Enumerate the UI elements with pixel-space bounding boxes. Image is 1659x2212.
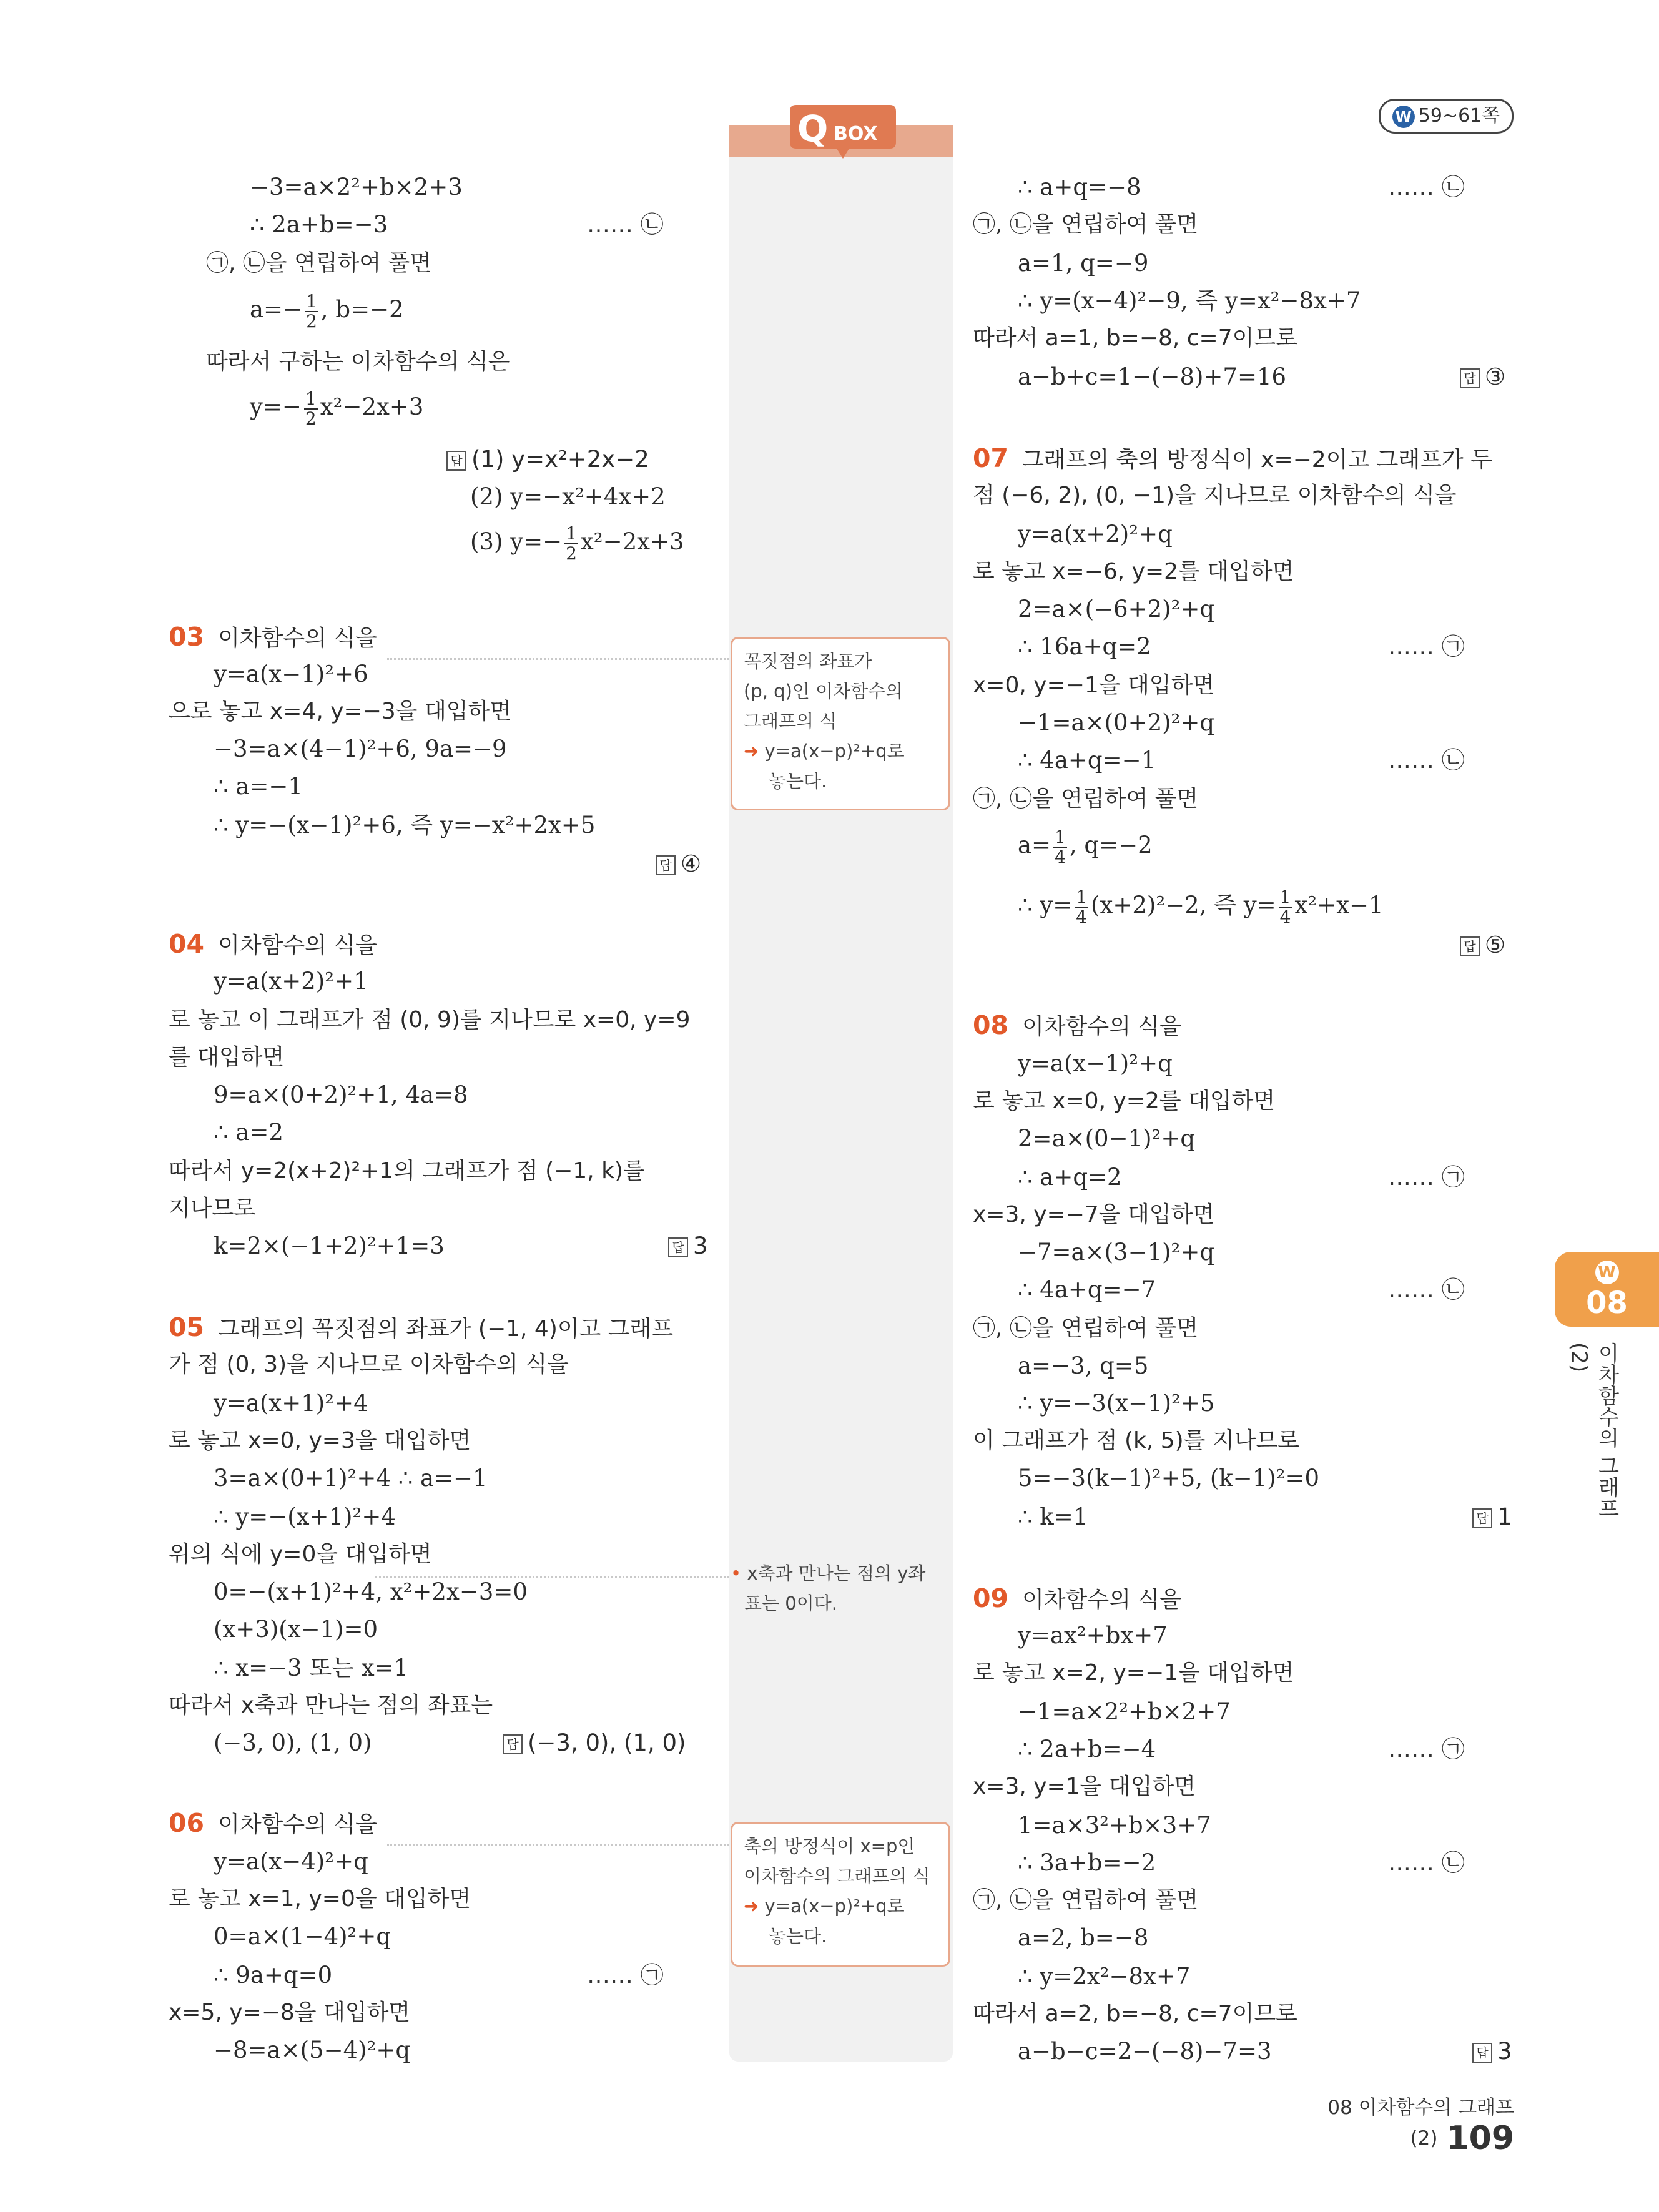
math-line: y=a(x−1)²+q (1018, 1050, 1173, 1077)
text-line: 로 놓고 이 그래프가 점 (0, 9)를 지나므로 x=0, y=9 (169, 1007, 691, 1033)
math-line: a=1, q=−9 (1018, 250, 1149, 277)
answer-box-icon: 답 (656, 855, 676, 875)
problem-number: 07 (973, 443, 1009, 473)
text-line: ㉠, ㉡을 연립하여 풀면 (973, 786, 1199, 812)
note-line: 이차함수의 그래프의 식 (744, 1865, 930, 1887)
note-line: 그래프의 식 (744, 710, 837, 732)
math-line: a−b+c=1−(−8)+7=16 (1018, 363, 1287, 390)
side-note-line: x축과 만나는 점의 y좌 (747, 1563, 926, 1584)
arrow-icon: ➜ (744, 740, 759, 762)
chapter-side-title: 이차함수의 그래프 (2) (1567, 1342, 1619, 1519)
w-badge-icon: W (1595, 1261, 1619, 1284)
math-line: ∴ a=2 (214, 1119, 283, 1146)
hint-note-vertex (731, 637, 950, 810)
chapter-number: 08 (1586, 1285, 1628, 1320)
math-line: (x+3)(x−1)=0 (214, 1616, 378, 1643)
text-line: x=3, y=1을 대입하면 (973, 1774, 1196, 1799)
math-line: y=a(x+2)²+q (1018, 521, 1173, 548)
math-line: −8=a×(5−4)²+q (214, 2037, 411, 2063)
text-line: 로 놓고 x=1, y=0을 대입하면 (169, 1886, 471, 1912)
math-line: ∴ 4a+q=−7 (1018, 1276, 1156, 1303)
note-line: (p, q)인 이차함수의 (744, 681, 903, 702)
answer-08: 답 1 (1472, 1498, 1512, 1536)
answer-line-fraction: (3) y=− $\frac{1}{2}$ x²−2x+3 (470, 523, 684, 564)
math-line-fraction: a=− $\frac{1}{2}$ , b=−2 (250, 290, 404, 332)
math-line-fraction: a= $\frac{1}{4}$ , q=−2 (1018, 826, 1153, 867)
math-line: y=ax²+bx+7 (1018, 1622, 1168, 1649)
text-line: 점 (−6, 2), (0, −1)을 지나므로 이차함수의 식을 (973, 483, 1457, 508)
math-line-fraction: ∴ y= $\frac{1}{4}$ (x+2)²−2, 즉 y= $\frac{1}{4}$ x²+x−1 (1018, 886, 1384, 927)
math-line: y=a(x−1)²+6 (214, 661, 368, 687)
text-line: 따라서 y=2(x+2)²+1의 그래프가 점 (−1, k)를 (169, 1158, 645, 1184)
equation-mark: …… ㉠ (1388, 1736, 1465, 1762)
q-letter: Q (797, 107, 829, 150)
text-line: 로 놓고 x=2, y=−1을 대입하면 (973, 1660, 1294, 1686)
text-line: ㉠, ㉡을 연립하여 풀면 (206, 250, 432, 276)
text-line: 를 대입하면 (169, 1045, 285, 1070)
math-line: 5=−3(k−1)²+5, (k−1)²=0 (1018, 1465, 1320, 1492)
text-line: 로 놓고 x=0, y=2를 대입하면 (973, 1088, 1276, 1114)
hint-note-axis (731, 1822, 950, 1967)
math-line: ∴ y=−(x−1)²+6, 즉 y=−x²+2x+5 (214, 812, 596, 838)
problem-03-header: 03 이차함수의 식을 (169, 622, 377, 652)
answer-box-icon: 답 (503, 1734, 523, 1754)
box-word: BOX (834, 123, 878, 145)
math-line: a−b−c=2−(−8)−7=3 (1018, 2038, 1272, 2065)
problem-number: 09 (973, 1583, 1009, 1613)
hint-side-note: • x축과 만나는 점의 y좌 표는 0이다. (731, 1558, 950, 1618)
note-line: 꼭짓점의 좌표가 (744, 651, 872, 672)
text-line: ㉠, ㉡을 연립하여 풀면 (973, 1887, 1199, 1913)
answer-09: 답 3 (1472, 2033, 1512, 2070)
answer-04: 답 3 (668, 1227, 708, 1265)
answer-05: 답 (−3, 0), (1, 0) (503, 1724, 686, 1762)
math-line: ∴ y=−(x+1)²+4 (214, 1503, 396, 1530)
math-line: 0=a×(1−4)²+q (214, 1923, 391, 1950)
math-line: 0=−(x+1)²+4, x²+2x−3=0 (214, 1578, 528, 1605)
math-line: a=2, b=−8 (1018, 1924, 1149, 1951)
problem-number: 06 (169, 1808, 205, 1838)
text-line: 따라서 a=2, b=−8, c=7이므로 (973, 2001, 1297, 2027)
answer-box-icon: 답 (1472, 2043, 1492, 2063)
math-line: ∴ a=−1 (214, 773, 303, 800)
page-footer (1233, 2092, 1514, 2157)
math-line: −1=a×(0+2)²+q (1018, 709, 1215, 736)
problem-number: 05 (169, 1312, 205, 1342)
equation-mark: …… ㉡ (1388, 1276, 1465, 1303)
math-line: ∴ y=(x−4)²−9, 즉 y=x²−8x+7 (1018, 287, 1361, 314)
math-line: k=2×(−1+2)²+1=3 (214, 1232, 445, 1259)
equation-mark: …… ㉠ (1388, 1164, 1465, 1191)
note-line: 놓는다. (769, 1925, 827, 1947)
text-line: x=0, y=−1을 대입하면 (973, 672, 1215, 698)
footer-chapter: 08 이차함수의 그래프 (2) (1327, 2096, 1514, 2150)
w-badge-icon: W (1392, 106, 1415, 128)
math-line: ∴ a+q=−8 (1018, 174, 1141, 200)
problem-08-header: 08 이차함수의 식을 (973, 1010, 1181, 1040)
text-line: 이 그래프가 점 (k, 5)를 지나므로 (973, 1428, 1300, 1453)
math-line: ∴ x=−3 또는 x=1 (214, 1654, 409, 1681)
math-line: 2=a×(−6+2)²+q (1018, 596, 1215, 622)
text-line: 로 놓고 x=−6, y=2를 대입하면 (973, 559, 1294, 584)
math-line: ∴ 9a+q=0 (214, 1962, 333, 1988)
answer-06: 답 ③ (1460, 358, 1505, 396)
page-number: 109 (1446, 2120, 1514, 2157)
math-line: −1=a×2²+b×2+7 (1018, 1698, 1231, 1725)
text-line: 가 점 (0, 3)을 지나므로 이차함수의 식을 (169, 1352, 569, 1377)
problem-04-header: 04 이차함수의 식을 (169, 929, 377, 959)
text-line: x=5, y=−8을 대입하면 (169, 2000, 411, 2025)
answer-box-icon: 답 (446, 451, 466, 471)
problem-05-header: 05 그래프의 꼭짓점의 좌표가 (−1, 4)이고 그래프 (169, 1312, 674, 1342)
equation-mark: …… ㉡ (1388, 1849, 1465, 1876)
equation-mark: …… ㉡ (587, 211, 664, 238)
text-line: 로 놓고 x=0, y=3을 대입하면 (169, 1428, 471, 1453)
math-line: ∴ 2a+b=−4 (1018, 1736, 1156, 1762)
math-line: ∴ y=−3(x−1)²+5 (1018, 1390, 1215, 1417)
text-line: 으로 놓고 x=4, y=−3을 대입하면 (169, 699, 512, 724)
math-line: 9=a×(0+2)²+1, 4a=8 (214, 1081, 468, 1108)
text-line: 따라서 구하는 이차함수의 식은 (206, 349, 510, 375)
math-line: y=a(x+2)²+1 (214, 968, 368, 995)
text-line: 지나므로 (169, 1196, 256, 1221)
math-line: ∴ 3a+b=−2 (1018, 1849, 1156, 1876)
answer-box-icon: 답 (1472, 1508, 1492, 1528)
text-line: 따라서 x축과 만나는 점의 좌표는 (169, 1693, 493, 1718)
text-line: 따라서 a=1, b=−8, c=7이므로 (973, 325, 1297, 351)
math-line: 3=a×(0+1)²+4 ∴ a=−1 (214, 1465, 488, 1492)
chapter-side-tab (1555, 1252, 1659, 1327)
equation-mark: …… ㉡ (1388, 747, 1465, 774)
math-line: −3=a×2²+b×2+3 (250, 174, 463, 200)
problem-09-header: 09 이차함수의 식을 (973, 1583, 1181, 1613)
problem-number: 04 (169, 929, 205, 959)
math-line: −3=a×(4−1)²+6, 9a=−9 (214, 735, 507, 762)
text-line: ㉠, ㉡을 연립하여 풀면 (973, 1315, 1199, 1341)
math-line: 1=a×3²+b×3+7 (1018, 1812, 1211, 1839)
math-line: ∴ a+q=2 (1018, 1164, 1122, 1191)
math-line: −7=a×(3−1)²+q (1018, 1239, 1215, 1266)
q-box-logo-icon (790, 105, 896, 165)
arrow-icon: ➜ (744, 1895, 759, 1917)
note-formula: y=a(x−p)²+q로 (764, 740, 905, 762)
equation-mark: …… ㉠ (587, 1962, 664, 1988)
text-line: x=3, y=−7을 대입하면 (973, 1202, 1215, 1227)
math-line: ∴ 16a+q=2 (1018, 633, 1151, 660)
problem-07-header: 07 그래프의 축의 방정식이 x=−2이고 그래프가 두 (973, 443, 1493, 473)
page-reference-text: 59~61쪽 (1418, 105, 1500, 127)
problem-number: 03 (169, 622, 205, 652)
math-line: (−3, 0), (1, 0) (214, 1729, 372, 1756)
math-line: a=−3, q=5 (1018, 1352, 1149, 1379)
math-line: ∴ 4a+q=−1 (1018, 747, 1156, 774)
note-line: 놓는다. (769, 770, 827, 792)
math-line: ∴ k=1 (1018, 1503, 1088, 1530)
answer-07: 답 ⑤ (1460, 927, 1505, 964)
equation-mark: …… ㉠ (1388, 633, 1465, 660)
page-reference (1379, 99, 1514, 134)
note-line: 축의 방정식이 x=p인 (744, 1836, 915, 1857)
equation-mark: …… ㉡ (1388, 174, 1465, 200)
math-line: 2=a×(0−1)²+q (1018, 1125, 1196, 1152)
answer-02: 답 (1) y=x²+2x−2 (446, 441, 649, 478)
math-line: y=a(x−4)²+q (214, 1848, 368, 1875)
math-line: ∴ 2a+b=−3 (250, 211, 388, 238)
problem-06-header: 06 이차함수의 식을 (169, 1808, 377, 1838)
dotted-divider (387, 1844, 729, 1846)
math-line-fraction: y=− $\frac{1}{2}$ x²−2x+3 (250, 388, 424, 429)
note-formula: y=a(x−p)²+q로 (764, 1895, 905, 1917)
math-line: y=a(x+1)²+4 (214, 1390, 368, 1417)
math-line: ∴ y=2x²−8x+7 (1018, 1963, 1191, 1990)
answer-03: 답 ④ (656, 845, 701, 883)
dotted-divider (387, 658, 729, 660)
answer-box-icon: 답 (1460, 936, 1480, 956)
answer-box-icon: 답 (668, 1237, 688, 1257)
answer-box-icon: 답 (1460, 368, 1480, 388)
problem-number: 08 (973, 1010, 1009, 1040)
answer-line: (2) y=−x²+4x+2 (470, 483, 666, 510)
text-line: 위의 식에 y=0을 대입하면 (169, 1541, 432, 1567)
q-box-strip (729, 139, 953, 2062)
side-note-line: 표는 0이다. (744, 1593, 837, 1614)
text-line: ㉠, ㉡을 연립하여 풀면 (973, 212, 1199, 237)
